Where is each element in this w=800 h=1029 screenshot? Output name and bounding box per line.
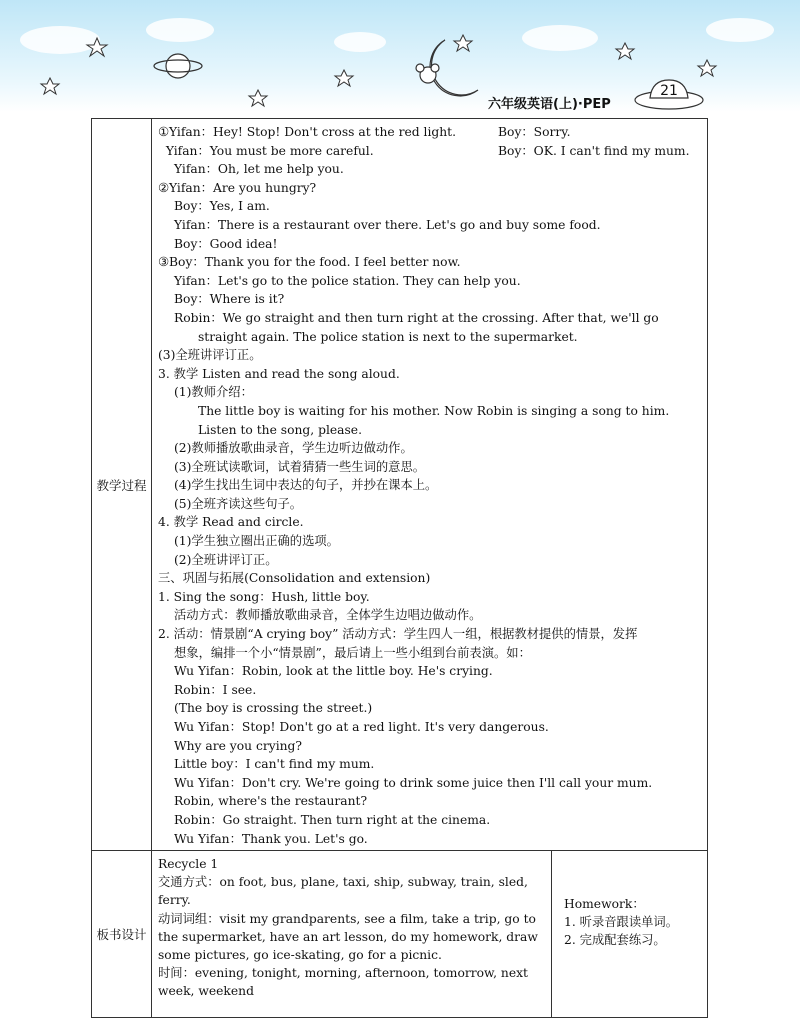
process-line: (1)教师介绍： bbox=[174, 385, 253, 400]
process-line: Robin：We go straight and then turn right at the crossing. After that, we'll go bbox=[174, 310, 659, 325]
row-label-process: 教学过程 bbox=[92, 119, 152, 850]
dialog-line-right: Boy：Sorry. bbox=[498, 125, 571, 139]
process-line: Listen to the song, please. bbox=[198, 422, 362, 437]
process-line: Little boy：I can't find my mum. bbox=[174, 757, 375, 772]
board-title: Recycle 1 bbox=[158, 857, 219, 871]
process-line: (2)教师播放歌曲录音，学生边听边做动作。 bbox=[174, 441, 413, 456]
star-icon bbox=[698, 60, 716, 76]
process-line: 2. 活动：情景剧“A crying boy” 活动方式：学生四人一组，根据教材提供的情景，发挥 bbox=[158, 627, 638, 642]
process-line: Yifan：There is a restaurant over there. Let's go and buy some food. bbox=[174, 217, 601, 232]
page-number: 21 bbox=[660, 83, 678, 99]
board-design-row bbox=[92, 851, 707, 1017]
process-line: The little boy is waiting for his mother. Now Robin is singing a song to him. bbox=[198, 403, 670, 418]
process-line: Wu Yifan：Robin, look at the little boy. He's crying. bbox=[174, 664, 493, 679]
process-line: 想象，编排一个小“情景剧”，最后请上一些小组到台前表演。如： bbox=[174, 645, 531, 660]
process-line: 4. 教学 Read and circle. bbox=[158, 515, 304, 530]
homework-item: 1. 听录音跟读单词。 bbox=[564, 915, 679, 929]
dialog-line-left: ①Yifan：Hey! Stop! Don't cross at the red light. bbox=[158, 125, 457, 139]
teaching-process-content bbox=[158, 123, 703, 848]
process-line: (4)学生找出生词中表达的句子，并抄在课本上。 bbox=[174, 478, 438, 493]
planet-icon bbox=[154, 54, 202, 78]
process-line: Why are you crying? bbox=[174, 738, 303, 753]
process-line: straight again. The police station is next to the supermarket. bbox=[198, 329, 578, 344]
star-icon bbox=[454, 35, 472, 51]
process-line: Boy：Yes, I am. bbox=[174, 199, 270, 214]
lesson-table bbox=[91, 118, 708, 1018]
process-line: Robin：I see. bbox=[174, 682, 257, 697]
homework-title: Homework： bbox=[564, 897, 645, 911]
process-line: (The boy is crossing the street.) bbox=[174, 701, 373, 716]
process-line: Boy：Good idea! bbox=[174, 236, 278, 251]
process-line: ③Boy：Thank you for the food. I feel better now. bbox=[158, 255, 461, 270]
star-icon bbox=[249, 90, 267, 106]
homework-box bbox=[558, 851, 707, 1017]
process-line: (2)全班讲评订正。 bbox=[174, 552, 278, 567]
process-line: 1. Sing the song：Hush, little boy. bbox=[158, 589, 370, 604]
board-transport: 交通方式：on foot, bus, plane, taxi, ship, subway, train, sled, ferry. bbox=[158, 875, 528, 908]
process-line: Robin, where's the restaurant? bbox=[174, 794, 368, 809]
process-line: (3)全班讲评订正。 bbox=[158, 348, 262, 363]
dialog-line bbox=[158, 123, 703, 142]
process-line: Yifan：Let's go to the police station. They can help you. bbox=[174, 273, 521, 288]
board-content bbox=[152, 851, 552, 1017]
process-line: Boy：Where is it? bbox=[174, 292, 285, 307]
book-title: 六年级英语(上)·PEP bbox=[488, 97, 611, 112]
process-line: (3)全班试读歌词，试着猜猜一些生词的意思。 bbox=[174, 459, 426, 474]
process-line: Yifan：Oh, let me help you. bbox=[174, 162, 344, 177]
process-line: Wu Yifan：Don't cry. We're going to drink some juice then I'll call your mum. bbox=[174, 775, 653, 790]
process-line: Wu Yifan：Thank you. Let's go. bbox=[174, 831, 368, 846]
board-time: 时间：evening, tonight, morning, afternoon, tomorrow, next week, weekend bbox=[158, 966, 528, 999]
row-label-board: 板书设计 bbox=[92, 851, 152, 1017]
dialog-line bbox=[158, 142, 703, 161]
dialog-line-right: Boy：OK. I can't find my mum. bbox=[498, 143, 690, 158]
star-icon bbox=[335, 70, 353, 86]
process-line: Robin：Go straight. Then turn right at the cinema. bbox=[174, 812, 491, 827]
process-line: 活动方式：教师播放歌曲录音，全体学生边唱边做动作。 bbox=[174, 608, 482, 623]
process-line: (1)学生独立圈出正确的选项。 bbox=[174, 534, 339, 549]
star-icon bbox=[616, 43, 634, 59]
process-line: ②Yifan：Are you hungry? bbox=[158, 180, 317, 195]
moon-mouse-icon bbox=[416, 40, 478, 96]
process-line: Wu Yifan：Stop! Don't go at a red light. It's very dangerous. bbox=[174, 720, 549, 734]
board-phrases: 动词词组：visit my grandparents, see a film, take a trip, go to the supermarket, have an art lesson, do my homework, draw some pictures, go ice-skating, go for a picnic. bbox=[158, 911, 538, 963]
homework-item: 2. 完成配套练习。 bbox=[564, 933, 666, 947]
teaching-process-row bbox=[92, 119, 707, 851]
process-line: 三、巩固与拓展(Consolidation and extension) bbox=[158, 571, 431, 586]
process-line: 3. 教学 Listen and read the song aloud. bbox=[158, 366, 400, 381]
process-line: (5)全班齐读这些句子。 bbox=[174, 496, 303, 511]
dialog-line-left: Yifan：You must be more careful. bbox=[158, 143, 374, 158]
star-icon bbox=[41, 78, 59, 94]
